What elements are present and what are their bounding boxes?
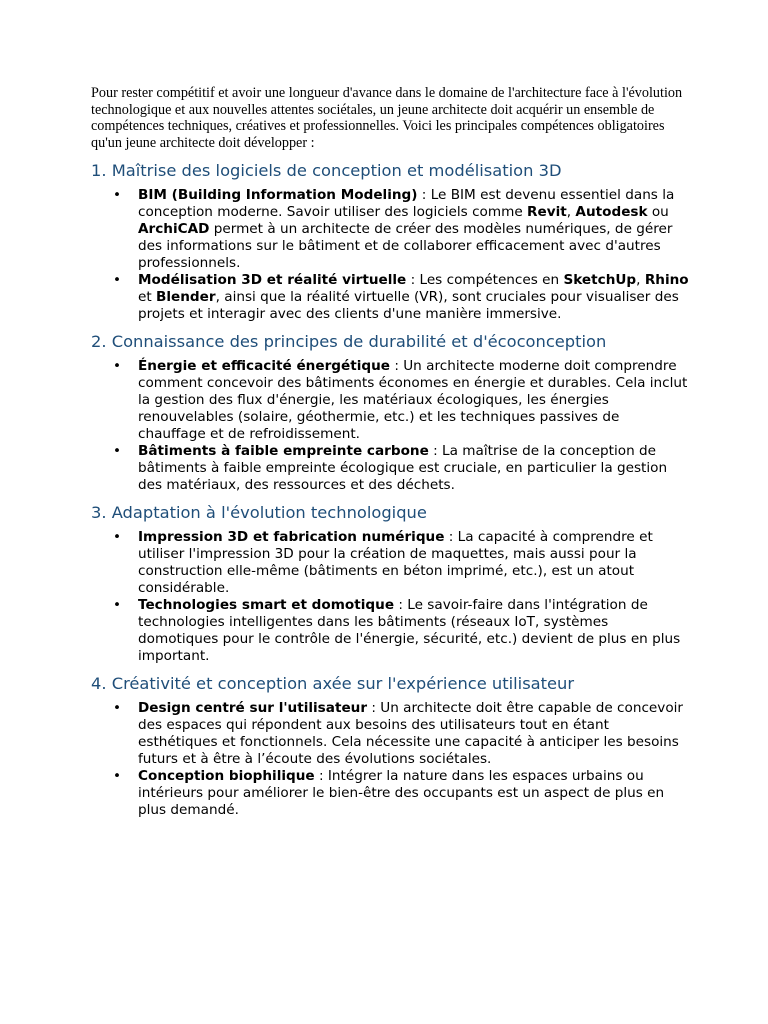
bold-term: Conception biophilique [138,768,315,785]
section-heading: 4. Créativité et conception axée sur l'expérience utilisateur [91,674,575,694]
list-item [91,272,691,323]
body-text: : Intégrer la nature dans les espaces urbains ou intérieurs pour améliorer le bien-être des occupants est un aspect de plus en plus demandé. [138,768,665,819]
bullet-icon: • [113,529,122,546]
list-item [91,443,691,494]
bullet-list [91,187,691,323]
bold-term: Impression 3D et fabrication numérique [138,529,445,546]
list-item [91,187,691,272]
list-item [91,529,691,597]
body-text: : Un architecte doit être capable de concevoir des espaces qui répondent aux besoins des utilisateurs tout en étant esthétiques et fonctionnels. Cela nécessite une capacité à anticiper les besoins futurs et à être à l’écoute des évolutions sociétales. [138,700,684,768]
bold-term: Blender [156,289,216,306]
bold-term: Énergie et efficacité énergétique [138,358,391,375]
bullet-icon: • [113,443,122,460]
bold-term: BIM (Building Information Modeling) [138,187,418,204]
bold-term: Rhino [644,272,689,289]
body-text: : La maîtrise de la conception de bâtiments à faible empreinte écologique est cruciale, en particulier la gestion des matériaux, des ressources et des déchets. [138,443,668,494]
intro-paragraph: Pour rester compétitif et avoir une longueur d'avance dans le domaine de l'architecture face à l'évolution technologique et aux nouvelles attentes sociétales, un jeune architecte doit acquérir un ensemble de compétences techniques, créatives et professionnelles. Voici les principales compétences obligatoires qu'un jeune architecte doit développer : [91,85,683,151]
body-text: et [138,289,157,306]
bullet-list [91,700,691,819]
bold-term: Bâtiments à faible empreinte carbone [138,443,429,460]
body-text: : Le savoir-faire dans l'intégration de technologies intelligentes dans les bâtiments (réseaux IoT, systèmes domotiques pour le contrôle de l'énergie, sécurité, etc.) devient de plus en plus important. [138,597,681,665]
bold-term: SketchUp [563,272,637,289]
document-page [91,85,691,828]
list-item [91,768,691,819]
body-text: ou [647,204,669,221]
section-heading: 2. Connaissance des principes de durabilité et d'écoconception [91,332,607,352]
section-heading: 1. Maîtrise des logiciels de conception et modélisation 3D [91,161,562,181]
bullet-icon: • [113,768,122,785]
list-item [91,358,691,443]
list-item [91,597,691,665]
bullet-icon: • [113,700,122,717]
bullet-icon: • [113,358,122,375]
bold-term: ArchiCAD [138,221,210,238]
bold-term: Autodesk [575,204,648,221]
section-heading: 3. Adaptation à l'évolution technologique [91,503,427,523]
bullet-list [91,529,691,665]
body-text: : Les compétences en [406,272,564,289]
body-text: permet à un architecte de créer des modèles numériques, de gérer des informations sur le bâtiment et de collaborer efficacement avec d'autres professionnels. [138,221,673,272]
bullet-icon: • [113,597,122,614]
bullet-icon: • [113,272,122,289]
bold-term: Modélisation 3D et réalité virtuelle [138,272,407,289]
body-text: : Un architecte moderne doit comprendre comment concevoir des bâtiments économes en énergie et durables. Cela inclut la gestion des flux d'énergie, les matériaux écologiques, les énergies renouvelables (solaire, géothermie, etc.) et les techniques passives de chauffage et de refroidissement. [138,358,688,443]
bullet-list [91,358,691,494]
body-text: : La capacité à comprendre et utiliser l'impression 3D pour la création de maquettes, mais aussi pour la construction elle-même (bâtiments en béton imprimé, etc.), est un atout considérable. [138,529,653,597]
bold-term: Revit [527,204,567,221]
body-text: : Le BIM est devenu essentiel dans la conception moderne. Savoir utiliser des logiciels comme [138,187,675,221]
bullet-icon: • [113,187,122,204]
sections-container [91,161,691,819]
body-text: , ainsi que la réalité virtuelle (VR), sont cruciales pour visualiser des projets et interagir avec des clients d'une manière immersive. [138,289,679,323]
list-item [91,700,691,768]
body-text: , [636,272,645,289]
bold-term: Design centré sur l'utilisateur [138,700,368,717]
body-text: , [566,204,576,221]
bold-term: Technologies smart et domotique [138,597,395,614]
